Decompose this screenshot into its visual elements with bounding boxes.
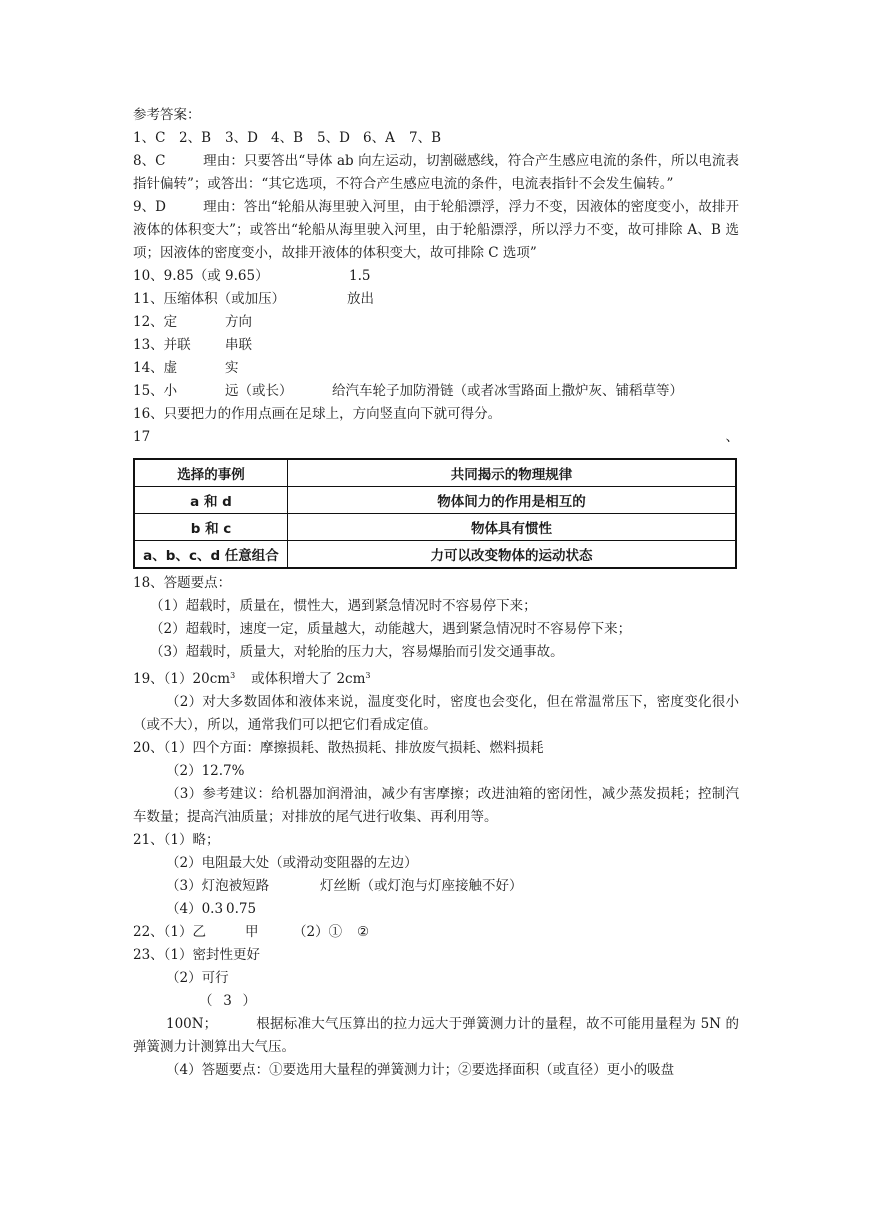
- table-header-row: [134, 459, 736, 487]
- answer-22-a: 22、（1）乙: [133, 924, 207, 940]
- answer-11-a: 11、压缩体积（或加压）: [133, 291, 286, 307]
- table-cell: b 和 c: [134, 514, 288, 541]
- answer-5: 5、D: [317, 130, 350, 146]
- answer-21-part-4: [133, 898, 739, 921]
- answer-18-point: （2）超载时，速度一定，质量越大，动能越大，遇到紧急情况时不容易停下来；: [150, 621, 632, 637]
- answer-14: [133, 357, 739, 380]
- answer-18-title: 18、答题要点：: [133, 575, 232, 591]
- answer-9: [133, 196, 739, 265]
- answer-20-part-2: （2）12.7%: [166, 763, 245, 779]
- answer-17-number: 17: [133, 429, 151, 445]
- answer-21-part-1: 21、（1）略；: [133, 832, 220, 848]
- table-row: [134, 541, 736, 569]
- answer-8-reason: 理由：只要答出“导体 ab 向左运动，切割磁感线，符合产生感应电流的条件，所以电流表指针偏转”；或答出：“其它选项，不符合产生感应电流的条件，电流表指针不会发生偏转。”: [133, 153, 739, 192]
- answer-13: [133, 334, 739, 357]
- table-row: [134, 487, 736, 514]
- answer-11-b: 放出: [347, 291, 374, 307]
- table-header-cell: 共同揭示的物理规律: [288, 459, 737, 487]
- answer-23-part-3: [133, 990, 739, 1059]
- answer-9-reason: 理由：答出“轮船从海里驶入河里，由于轮船漂浮，浮力不变，因液体的密度变小，故排开液体的体积变大”；或答出“轮船从海里驶入河里，由于轮船漂浮，所以浮力不变，故可排除 A、B 选项；因液体的密度变小，故排开液体的体积变大，故可排除 C 选项”: [133, 199, 739, 261]
- answer-22: [133, 921, 739, 944]
- answer-22-b: 甲: [245, 924, 259, 940]
- answer-4: 4、B: [271, 130, 304, 146]
- answer-15-a: 15、小: [133, 383, 178, 399]
- answer-14-a: 14、虚: [133, 360, 178, 376]
- answer-23-c1: （3）100N；: [166, 993, 256, 1032]
- answer-10-a: 10、9.85（或 9.65）: [133, 268, 269, 284]
- answer-12: [133, 311, 739, 334]
- answer-19-a: 19、（1）20cm: [133, 671, 231, 687]
- answer-21-c2: 灯丝断（或灯泡与灯座接触不好）: [320, 878, 523, 894]
- answer-10: [133, 265, 739, 288]
- answer-23-part-1: 23、（1）密封性更好: [133, 947, 261, 963]
- answer-21-part-2: （2）电阻最大处（或滑动变阻器的左边）: [166, 855, 418, 871]
- answer-19-part-1: [133, 664, 739, 691]
- answer-19-part-2: （2）对大多数固体和液体来说，温度变化时，密度也会变化，但在常温常压下，密度变化很小（或不大），所以，通常我们可以把它们看成定值。: [133, 694, 739, 733]
- answer-9-choice: 9、D: [133, 199, 166, 215]
- answers-1-7: [133, 127, 739, 150]
- answer-8-choice: 8、C: [133, 153, 166, 169]
- answer-17-mark: 、: [725, 429, 739, 445]
- answer-13-a: 13、并联: [133, 337, 191, 353]
- answer-14-b: 实: [225, 360, 239, 376]
- answer-13-b: 串联: [225, 337, 252, 353]
- answer-23-part-4: （4）答题要点：①要选用大量程的弹簧测力计；②要选择面积（或直径）更小的吸盘: [166, 1062, 675, 1078]
- answer-21-part-3: [133, 875, 739, 898]
- answer-15: [133, 380, 739, 403]
- answer-10-b: 1.5: [349, 268, 371, 284]
- answer-23-c2: 根据标准大气压算出的拉力远大于弹簧测力计的量程，故不可能用量程为 5N 的弹簧测力计测算出大气压。: [133, 1016, 739, 1055]
- answer-2: 2、B: [179, 130, 212, 146]
- answer-15-b: 远（或长）: [225, 383, 293, 399]
- answer-21-d1: （4）0.3: [166, 901, 224, 917]
- table-cell: 物体具有惯性: [288, 514, 737, 541]
- answer-6: 6、A: [363, 130, 395, 146]
- answer-8: [133, 150, 739, 196]
- table-cell: a 和 d: [134, 487, 288, 514]
- table-row: [134, 514, 736, 541]
- answer-23-part-2: （2）可行: [166, 970, 229, 986]
- table-cell: 物体间力的作用是相互的: [288, 487, 737, 514]
- table-cell: a、b、c、d 任意组合: [134, 541, 288, 569]
- superscript: 3: [230, 671, 236, 680]
- answer-12-b: 方向: [225, 314, 252, 330]
- answer-21-d2: 0.75: [226, 901, 257, 917]
- answer-12-a: 12、定: [133, 314, 178, 330]
- answer-20-part-3: （3）参考建议：给机器加润滑油，减少有害摩擦；改进油箱的密闭性，减少蒸发损耗；控制汽车数量；提高汽油质量；对排放的尾气进行收集、再利用等。: [133, 786, 739, 825]
- table-header-cell: 选择的事例: [134, 459, 288, 487]
- answer-1: 1、C: [133, 130, 166, 146]
- answer-16: 16、只要把力的作用点画在足球上，方向竖直向下就可得分。: [133, 406, 502, 422]
- answer-21-c1: （3）灯泡被短路: [166, 878, 270, 894]
- answer-7: 7、B: [409, 130, 442, 146]
- answer-19-b: 或体积增大了 2cm: [251, 671, 366, 687]
- superscript: 3: [365, 671, 371, 680]
- answer-11: [133, 288, 739, 311]
- answer-3: 3、D: [225, 130, 258, 146]
- answer-18-point: （3）超载时，质量大，对轮胎的压力大，容易爆胎而引发交通事故。: [150, 644, 564, 660]
- answer-header: 参考答案：: [133, 107, 201, 123]
- answer-18-point: （1）超载时，质量在，惯性大，遇到紧急情况时不容易停下来；: [150, 598, 537, 614]
- answer-22-c: （2）①: [293, 924, 343, 940]
- answer-15-c: 给汽车轮子加防滑链（或者冰雪路面上撒炉灰、铺稻草等）: [332, 383, 683, 399]
- table-cell: 力可以改变物体的运动状态: [288, 541, 737, 569]
- answer-sheet: [133, 104, 739, 1082]
- answer-22-d: ②: [357, 924, 370, 940]
- answer-20-part-1: 20、（1）四个方面：摩擦损耗、散热损耗、排放废气损耗、燃料损耗: [133, 740, 544, 756]
- answer-17-table: [133, 458, 737, 569]
- answer-17: [133, 426, 739, 449]
